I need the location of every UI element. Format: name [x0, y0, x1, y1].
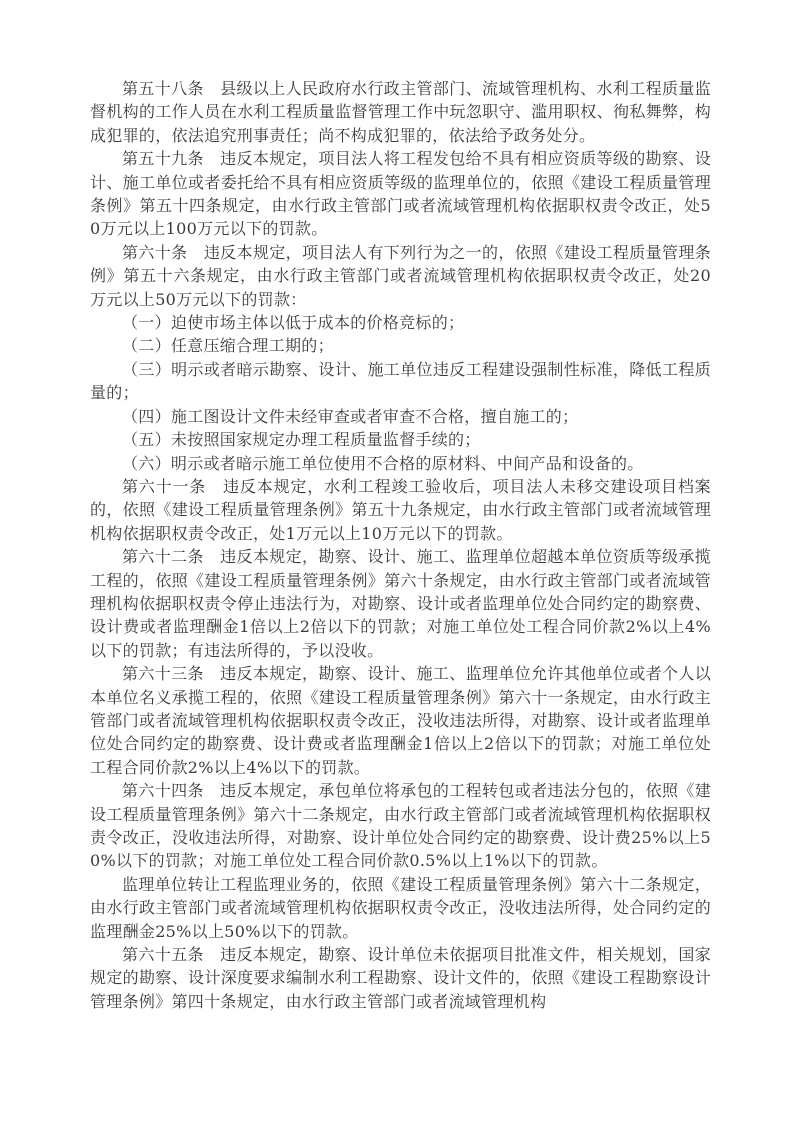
article-62-paragraph: 第六十二条 违反本规定，勘察、设计、施工、监理单位超越本单位资质等级承揽工程的，依照《建设工程质量管理条例》第六十条规定，由水行政主管部门或者流域管理机构依据职权责令停止违法行为，对勘察、设计或者监理单位处合同约定的勘察费、设计费或者监理酬金1倍以上2倍以下的罚款；对施工单位处工程合同价款2%以上4%以下的罚款；有违法所得的，予以没收。 — [90, 547, 711, 660]
article-60-item-2: （二）任意压缩合理工期的； — [122, 336, 334, 356]
article-60-item-6: （六）明示或者暗示施工单位使用不合格的原材料、中间产品和设备的。 — [122, 453, 644, 473]
article-65-paragraph: 第六十五条 违反本规定，勘察、设计单位未依据项目批准文件，相关规划，国家规定的勘察、设计深度要求编制水利工程勘察、设计文件的，依照《建设工程勘察设计管理条例》第四十条规定，由水行政主管部门或者流域管理机构 — [90, 945, 711, 1011]
article-63-paragraph: 第六十三条 违反本规定，勘察、设计、施工、监理单位允许其他单位或者个人以本单位名义承揽工程的，依照《建设工程质量管理条例》第六十一条规定，由水行政主管部门或者流域管理机构依据职权责令改正，没收违法所得，对勘察、设计或者监理单位处合同约定的勘察费、设计费或者监理酬金1倍以上2倍以下的罚款；对施工单位处工程合同价款2%以上4%以下的罚款。 — [90, 664, 711, 777]
document-body — [90, 77, 711, 1013]
article-59-paragraph: 第五十九条 违反本规定，项目法人将工程发包给不具有相应资质等级的勘察、设计、施工单位或者委托给不具有相应资质等级的监理单位的，依照《建设工程质量管理条例》第五十四条规定，由水行政主管部门或者流域管理机构依据职权责令改正，处50万元以上100万元以下的罚款。 — [90, 149, 711, 239]
article-61-paragraph: 第六十一条 违反本规定，水利工程竣工验收后，项目法人未移交建设项目档案的，依照《建设工程质量管理条例》第五十九条规定，由水行政主管部门或者流域管理机构依据职权责令改正，处1万元以上10万元以下的罚款。 — [90, 476, 711, 543]
article-60-intro-paragraph: 第六十条 违反本规定，项目法人有下列行为之一的，依照《建设工程质量管理条例》第五十六条规定，由水行政主管部门或者流域管理机构依据职权责令改正，处20万元以上50万元以下的罚款： — [90, 242, 711, 309]
article-64-paragraph-1: 第六十四条 违反本规定，承包单位将承包的工程转包或者违法分包的，依照《建设工程质量管理条例》第六十二条规定，由水行政主管部门或者流域管理机构依据职权责令改正，没收违法所得，对勘察、设计单位处合同约定的勘察费、设计费25%以上50%以下的罚款；对施工单位处工程合同价款0.5%以上1%以下的罚款。 — [90, 781, 711, 871]
article-60-item-1: （一）迫使市场主体以低于成本的价格竞标的； — [122, 313, 465, 333]
article-58-paragraph: 第五十八条 县级以上人民政府水行政主管部门、流域管理机构、水利工程质量监督机构的工作人员在水利工程质量监督管理工作中玩忽职守、滥用职权、徇私舞弊，构成犯罪的，依法追究刑事责任；尚不构成犯罪的，依法给予政务处分。 — [90, 79, 711, 145]
article-60-item-4: （四）施工图设计文件未经审查或者审查不合格，擅自施工的； — [122, 406, 579, 426]
article-64-paragraph-2: 监理单位转让工程监理业务的，依照《建设工程质量管理条例》第六十二条规定，由水行政主管部门或者流域管理机构依据职权责令改正，没收违法所得，处合同约定的监理酬金25%以上50%以下的罚款。 — [90, 874, 711, 941]
article-60-item-5: （五）未按照国家规定办理工程质量监督手续的； — [122, 430, 481, 450]
article-60-item-3: （三）明示或者暗示勘察、设计、施工单位违反工程建设强制性标准，降低工程质量的； — [90, 359, 711, 403]
